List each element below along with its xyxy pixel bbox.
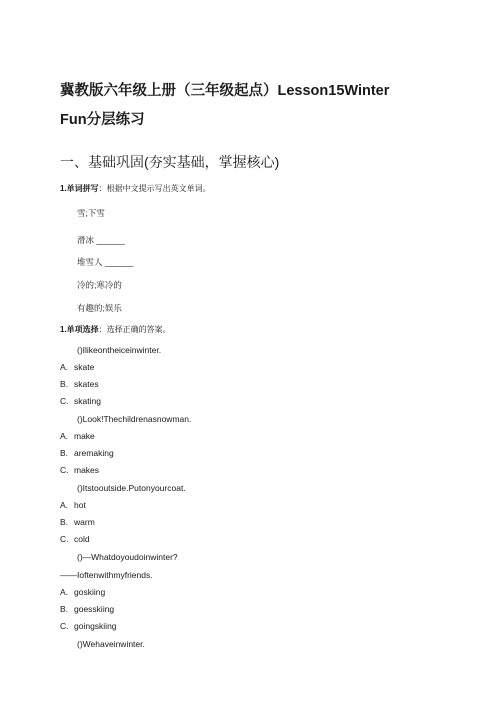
option-text: cold (74, 534, 90, 544)
answer-option (60, 431, 95, 442)
question-stem: ()Wehaveinwinter. (77, 639, 145, 649)
option-text: hot (74, 500, 86, 510)
answer-option (60, 621, 117, 632)
option-letter: C. (60, 396, 69, 406)
option-text: skates (74, 379, 99, 389)
answer-option (60, 587, 105, 598)
dialogue-answer: ——Ioftenwithmyfriends. (60, 570, 153, 580)
option-letter: A. (60, 362, 69, 372)
option-letter: C. (60, 621, 69, 631)
spelling-item: 冷的;寒冷的 (77, 280, 122, 290)
answer-option (60, 448, 114, 459)
option-letter: B. (60, 448, 69, 458)
option-letter: A. (60, 431, 69, 441)
answer-option (60, 604, 114, 615)
question-stem: ()Itstooutside.Putonyourcoat. (77, 483, 186, 493)
option-text: skate (74, 362, 95, 372)
option-letter: B. (60, 604, 69, 614)
spelling-item: 雪;下雪 (77, 208, 105, 218)
section-heading: 一、基础巩固(夯实基础，掌握核心) (60, 154, 280, 170)
option-text: goskiing (74, 587, 106, 597)
option-letter: C. (60, 534, 69, 544)
question-1-lead: 1.单词拼写 (60, 184, 99, 193)
question-1-instruction: ：根据中文提示写出英文单词。 (98, 184, 211, 193)
answer-option (60, 534, 90, 545)
option-text: makes (74, 465, 100, 475)
answer-option (60, 500, 86, 511)
option-letter: A. (60, 500, 69, 510)
document-title-line-2: Fun分层练习 (60, 112, 145, 128)
option-text: make (74, 431, 95, 441)
question-stem: ()Look!Thechildrenasnowman. (77, 414, 192, 424)
answer-option (60, 396, 101, 407)
question-stem: ()—Whatdoyoudoinwinter? (77, 552, 178, 562)
answer-option (60, 362, 94, 373)
option-letter: B. (60, 379, 69, 389)
question-2-heading (60, 324, 171, 335)
option-letter: C. (60, 465, 69, 475)
answer-option (60, 517, 95, 528)
spelling-item: 堆雪人 ______ (77, 257, 134, 267)
answer-option (60, 379, 99, 390)
option-letter: A. (60, 587, 69, 597)
question-2-lead: 1.单项选择 (60, 325, 99, 334)
option-text: aremaking (74, 448, 114, 458)
option-text: warm (74, 517, 95, 527)
option-text: goesskiing (74, 604, 115, 614)
spelling-item: 有趣的;娱乐 (77, 303, 122, 313)
document-title-line-1: 冀教版六年级上册（三年级起点）Lesson15Winter (60, 83, 390, 99)
option-text: skating (74, 396, 101, 406)
option-letter: B. (60, 517, 69, 527)
question-stem: ()Ilikeontheiceinwinter. (77, 345, 162, 355)
answer-option (60, 465, 99, 476)
question-1-heading (60, 183, 211, 194)
question-2-instruction: ：选择正确的答案。 (98, 325, 171, 334)
option-text: goingskiing (74, 621, 117, 631)
spelling-item: 滑冰 ______ (77, 235, 125, 245)
